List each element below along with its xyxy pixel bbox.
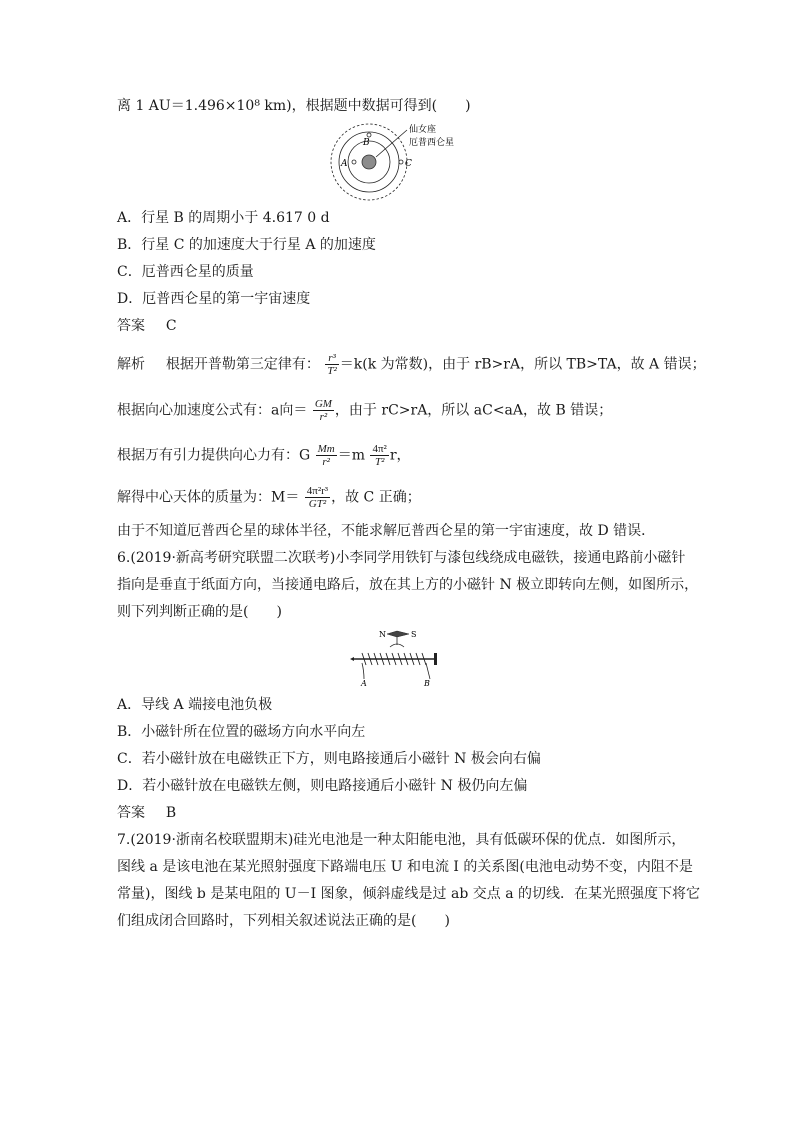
fraction-den: T²	[327, 365, 337, 377]
fraction-den: r²	[322, 456, 330, 468]
fraction-r3-T2	[325, 352, 338, 377]
orbit-figure	[325, 120, 475, 202]
q7-stem-2: 图线 a 是该电池在某光照射强度下路端电压 U 和电流 I 的关系图(电池电动势不变，内阻不是	[117, 859, 693, 875]
intro-line: 离 1 AU＝1.496×10⁸ km)，根据题中数据可得到( )	[117, 98, 471, 114]
answer-label: 答案	[117, 805, 145, 821]
label-star: 仙女座	[409, 125, 437, 135]
fraction-den: r²	[319, 411, 328, 423]
q6-stem-2: 指向是垂直于纸面方向，当接通电路后，放在其上方的小磁针 N 极立即转向左侧，如图所示，	[117, 577, 699, 593]
answer-value: C	[165, 318, 177, 334]
analysis-text-1b: k(k 为常数)，由于 rB>rA，所以 TB>TA，故 A 错误；	[353, 356, 706, 373]
q6-option-a: A．导线 A 端接电池负极	[117, 697, 273, 713]
label-b: B	[363, 138, 370, 148]
analysis-line-5: 由于不知道厄普西仑星的球体半径，不能求解厄普西仑星的第一宇宙速度，故 D 错误．	[117, 523, 656, 539]
fraction-num: r³	[325, 352, 338, 365]
fraction-mass	[305, 485, 330, 510]
fraction-GM-r2	[313, 398, 334, 423]
q6-stem-1: 6.(2019·新高考研究联盟二次联考)小李同学用铁钉与漆包线绕成电磁铁，接通电路前小磁针	[117, 550, 686, 566]
analysis-line-1: 解析 根据开普勒第三定律有： $\frac{\text{r³}}{\text{T²}}$ ＝k(k 为常数)，由于 rB>rA，所以 TB>TA，故 A 错误；	[117, 352, 706, 377]
electromagnet-figure	[350, 625, 445, 687]
q5-option-d: D．厄普西仑星的第一宇宙速度	[117, 291, 311, 307]
analysis-text-2b: ，由于 rC>rA，所以 aC<aA，故 B 错误；	[334, 402, 613, 419]
planet-a	[352, 160, 356, 164]
planet-c	[399, 160, 403, 164]
analysis-text-3c: r，	[389, 447, 411, 464]
analysis-text-1a: 根据开普勒第三定律有：	[165, 356, 320, 373]
analysis-text-4a: 解得中心天体的质量为：M＝	[117, 489, 300, 506]
q5-option-b: B．行星 C 的加速度大于行星 A 的加速度	[117, 237, 376, 253]
central-star	[362, 155, 376, 169]
answer-value: B	[165, 805, 177, 821]
q6-stem-3: 则下列判断正确的是( )	[117, 604, 282, 620]
label-s: S	[411, 630, 417, 639]
label-star2: 厄普西仑星	[409, 138, 455, 148]
q7-stem-3: 常量)，图线 b 是某电阻的 U－I 图象，倾斜虚线是过 ab 交点 a 的切线．在某光照强度下将它	[117, 886, 701, 902]
fraction-num: GM	[314, 398, 332, 410]
analysis-line-3	[117, 443, 411, 468]
analysis-text-3a: 根据万有引力提供向心力有：G	[117, 447, 311, 464]
q6-option-b: B．小磁针所在位置的磁场方向水平向左	[117, 724, 366, 740]
nail-head	[434, 653, 437, 665]
fraction-num: Mm	[317, 443, 335, 455]
q5-answer	[117, 316, 177, 336]
answer-label: 答案	[117, 318, 145, 334]
q5-option-a: A．行星 B 的周期小于 4.617 0 d	[117, 210, 330, 226]
label-c: C	[405, 159, 412, 169]
planet-b	[367, 133, 371, 137]
fraction-4pi2-T2	[370, 443, 388, 468]
q7-stem-1: 7.(2019·浙南名校联盟期末)硅光电池是一种太阳能电池，具有低碳环保的优点．如图所示，	[117, 832, 686, 848]
label-a: A	[341, 159, 348, 169]
label-n: N	[379, 630, 386, 639]
q6-option-d: D．若小磁针放在电磁铁左侧，则电路接通后小磁针 N 极仍向左偏	[117, 778, 528, 794]
q5-option-c: C．厄普西仑星的质量	[117, 264, 254, 280]
compass-needle	[387, 631, 409, 637]
analysis-line-2	[117, 398, 612, 423]
q6-option-c: C．若小磁针放在电磁铁正下方，则电路接通后小磁针 N 极会向右偏	[117, 751, 541, 767]
nail-tip	[350, 657, 354, 661]
analysis-line-4	[117, 485, 421, 510]
analysis-text-4b: ，故 C 正确；	[331, 489, 421, 506]
wire-b	[426, 663, 430, 679]
q6-answer	[117, 803, 176, 823]
analysis-text-2a: 根据向心加速度公式有：a向＝	[117, 402, 308, 419]
analysis-label: 解析	[117, 356, 145, 373]
label-wire-b: B	[424, 679, 430, 687]
wire-a	[362, 663, 364, 679]
fraction-Mm-r2	[316, 443, 337, 468]
q7-stem-4: 们组成闭合回路时，下列相关叙述说法正确的是( )	[117, 913, 450, 929]
fraction-den: GT²	[308, 498, 327, 510]
fraction-num: 4π²r³	[306, 485, 329, 497]
label-wire-a: A	[361, 679, 367, 687]
fraction-den: T²	[374, 456, 385, 468]
fraction-num: 4π²	[372, 443, 387, 455]
analysis-text-3b: ＝m	[337, 447, 366, 464]
